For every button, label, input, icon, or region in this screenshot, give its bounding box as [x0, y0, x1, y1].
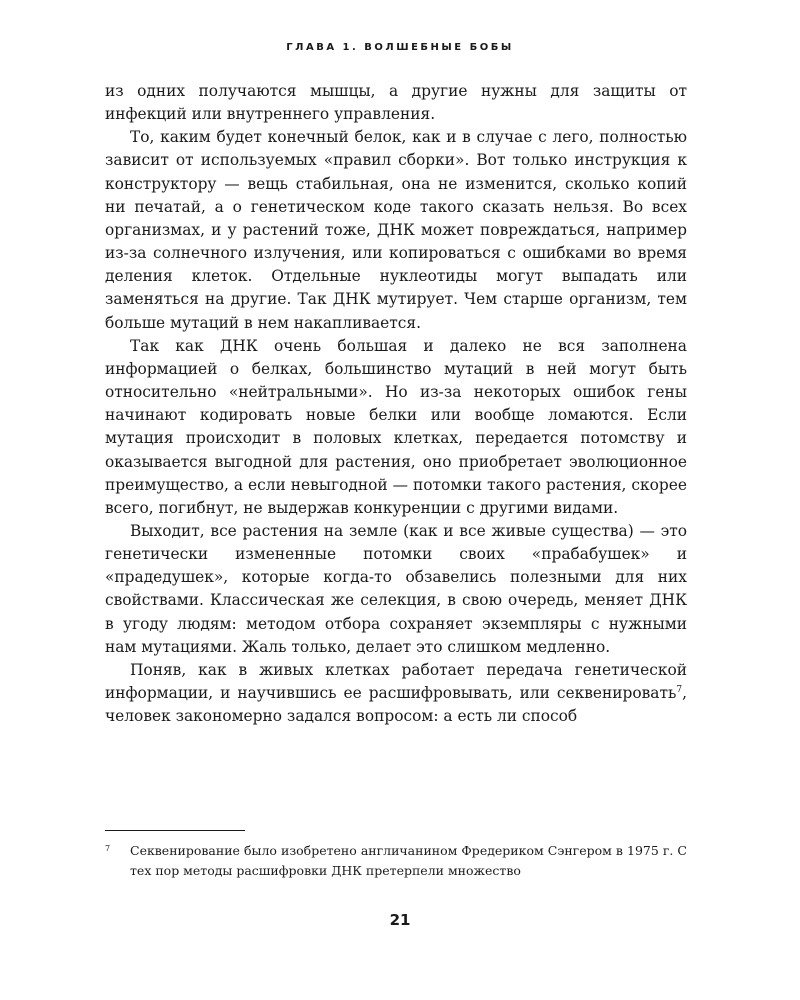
- paragraph-5-text-a: Поняв, как в живых клетках работает передача генетической информации, и научившись ее расшифровывать, или секвенировать: [105, 660, 687, 703]
- footnote-number: 7: [105, 844, 111, 853]
- paragraph-5: [105, 659, 687, 728]
- footnote: [105, 841, 687, 881]
- paragraph-2: То, каким будет конечный белок, как и в случае с лего, полностью зависит от используемых «правил сборки». Вот только инструкция к конструктору — вещь стабильная, она не изменится, сколько копий ни печатай, а о генетическом коде такого сказать нельзя. Во всех организмах, и у растений тоже, ДНК может повреждаться, например из-за солнечного излучения, или копироваться с ошибками во время деления клеток. Отдельные нуклеотиды могут выпадать или заменяться на другие. Так ДНК мутирует. Чем старше организм, тем больше мутаций в нем накапливается.: [105, 128, 687, 332]
- paragraph-5-text-b: , человек закономерно задался вопросом: а есть ли способ: [105, 684, 687, 726]
- paragraph-1: из одних получаются мышцы, а другие нужны для защиты от инфекций или внутреннего управления.: [105, 82, 687, 124]
- paragraph-3: Так как ДНК очень большая и далеко не вся заполнена информацией о белках, большинство мутаций в ней могут быть относительно «нейтральными». Но из-за некоторых ошибок гены начинают кодировать новые белки или вообще ломаются. Если мутация происходит в половых клетках, передается потомству и оказывается выгодной для растения, оно приобретает эволюционное преимущество, а если невыгодной — потомки такого растения, скорее всего, погибнут, не выдержав конкуренции с другими видами.: [105, 336, 687, 517]
- body-text: [105, 80, 687, 728]
- running-head: ГЛАВА 1. ВОЛШЕБНЫЕ БОБЫ: [286, 42, 514, 53]
- footnote-separator: [105, 830, 245, 831]
- footnote-reference[interactable]: 7: [676, 684, 683, 695]
- paragraph-4: Выходит, все растения на земле (как и все живые существа) — это генетически измененные потомки своих «прабабушек» и «прадедушек», которые когда-то обзавелись полезными для них свойствами. Классическая же селекция, в свою очередь, меняет ДНК в угоду людям: методом отбора сохраняет экземпляры с нужными нам мутациями. Жаль только, делает это слишком медленно.: [105, 521, 687, 656]
- footnote-text: Секвенирование было изобретено англичанином Фредериком Сэнгером в 1975 г. С тех пор методы расшифровки ДНК претерпели множество: [130, 843, 687, 878]
- page-number: 21: [389, 911, 411, 929]
